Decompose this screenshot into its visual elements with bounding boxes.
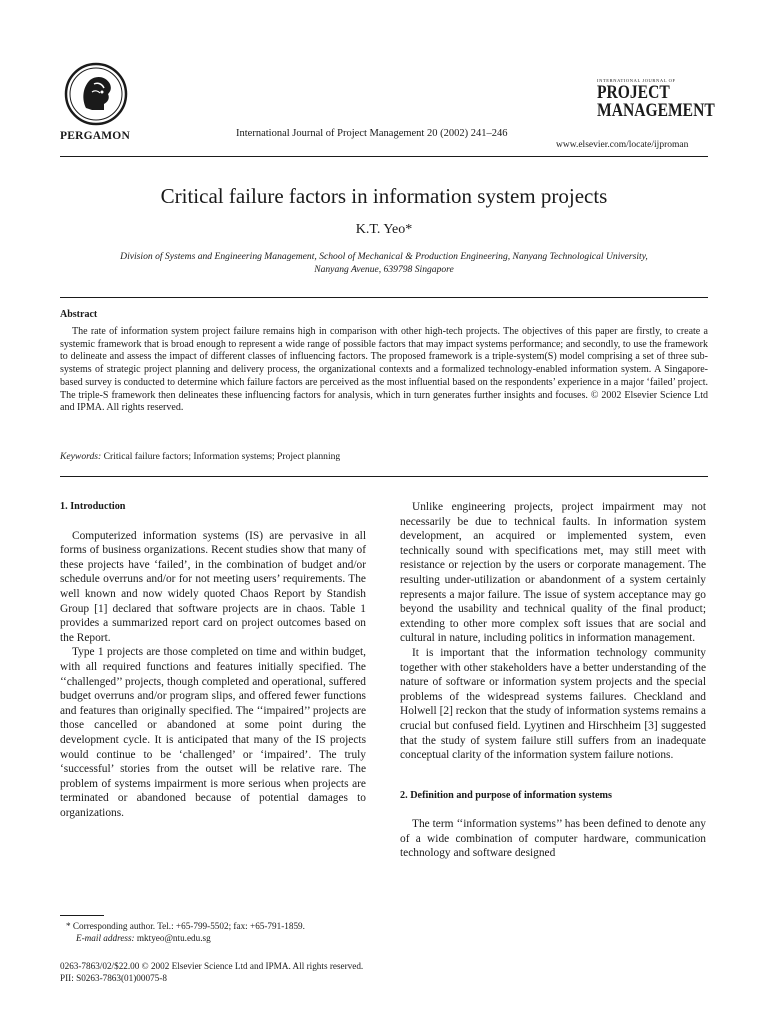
abstract-bottom-rule [60,476,708,477]
footnote-contact: * Corresponding author. Tel.: +65-799-5502; fax: +65-791-1859. [66,921,305,931]
right-column [400,500,706,861]
abstract-top-rule [60,297,708,298]
paragraph: It is important that the information technology community together with other stakeholders have a better understanding of the nature of software or information system projects and the special problems of the widespread systems failures. Checkland and Holwell [2] reckon that the study of information systems remains a crucial but confused field. Lyytinen and Hirschheim [3] suggested that the study of system failure still suffers from an inadequate conceptual clarity of the information system failure notions. [400,646,706,762]
journal-citation: International Journal of Project Management 20 (2002) 241–246 [236,128,508,139]
section-heading-introduction: 1. Introduction [60,501,126,512]
abstract-text: The rate of information system project failure remains high in comparison with other high-tech projects. The objectives of this paper are firstly, to create a systemic framework that is broad enough to represent a wide range of possible factors that may impact systems performance; and secondly, to use the framework to delineate and assess the impact of different classes of influencing factors. The proposed framework is a triple-system(S) model comprising a set of three sub-systems of strategic project planning and delivery process, the organizational contexts and a formalized technology-enabled information system. A Singapore-based survey is conducted to determine which failure factors are perceived as the most influential based on the respondents’ experience in a major ‘failed’ project. The triple-S framework then delineates these influencing factors for analysis, which in turn generates further insights and focuses. © 2002 Elsevier Science Ltd and IPMA. All rights reserved. [60,326,708,414]
header-rule [60,156,708,157]
abstract-body [60,326,708,415]
paragraph: Computerized information systems (IS) are pervasive in all forms of business organizations. Recent studies show that many of these projects have ‘failed’, in the combination of budget and/or schedule overruns and/or for not meeting users’ requirements. The well known and now widely quoted Chaos Report by Standish Group [1] declared that software projects are in chaos. Table 1 provides a summarized report card on project outcomes based on the Report. [60,529,366,644]
affiliation-line2: Nanyang Avenue, 639798 Singapore [314,264,454,275]
publisher-name: PERGAMON [60,130,130,142]
article-title: Critical failure factors in information system projects [160,184,608,208]
keywords-label: Keywords: [60,451,102,462]
section-heading-definition: 2. Definition and purpose of information systems [400,789,612,801]
author-affiliation [80,250,688,276]
keywords [60,451,708,462]
paragraph: The term ‘‘information systems’’ has been defined to denote any of a wide combination of computer hardware, communication technology and software designed [400,818,706,860]
paragraph: Unlike engineering projects, project impairment may not necessarily be due to technical faults. In information system development, an acquired or implemented system, even technically sound with specifications met, may still meet with resistance or rejection by the users or corporate management. The resulting under-utilization or abandonment of a system certainly represents a major failure. The issue of system acceptance may go beyond the usability and technical quality of the final product; extending to other more complex soft issues that are social and cultural in nature, including politics in information management. [400,501,706,645]
footer-pii: PII: S0263-7863(01)00075-8 [60,973,167,983]
affiliation-line1: Division of Systems and Engineering Management, School of Mechanical & Production Engineering, Nanyang Technological University, [120,251,648,262]
keywords-list: Critical failure factors; Information systems; Project planning [103,451,341,462]
footnote [66,920,366,944]
brand-small-text: INTERNATIONAL JOURNAL OF [597,78,676,83]
publisher-logo-icon [64,62,128,126]
left-column [60,500,366,820]
paragraph: Type 1 projects are those completed on time and within budget, with all required functions and features initially specified. The ‘‘challenged’’ projects, though completed and operational, suffered budget overruns and/or program slips, and offered fewer functions and features than originally specified. The ‘‘impaired’’ projects are those cancelled or abandoned at some point during the development cycle. It is anticipated that many of the IS projects would continue to be ‘challenged’ or ‘impaired’. The truly ‘successful’ stories from the outset will be relative rare. The problem of systems impairment is more serious when projects are terminated or abandoned because of potential damages to organizations. [60,646,366,819]
footnote-email-link[interactable]: mktyeo@ntu.edu.sg [136,933,211,943]
article-author: K.T. Yeo* [355,222,413,237]
journal-brand [597,78,717,120]
brand-line2: MANAGEMENT [597,100,715,121]
journal-url-link[interactable]: www.elsevier.com/locate/ijproman [556,140,689,150]
footer-copyright: 0263-7863/02/$22.00 © 2002 Elsevier Science Ltd and IPMA. All rights reserved. [60,961,364,971]
footnote-email-label: E-mail address: [76,933,135,943]
page-footer [60,960,363,984]
abstract-heading: Abstract [60,309,98,320]
brand-line1: PROJECT [597,82,670,103]
footnote-rule [60,915,104,916]
